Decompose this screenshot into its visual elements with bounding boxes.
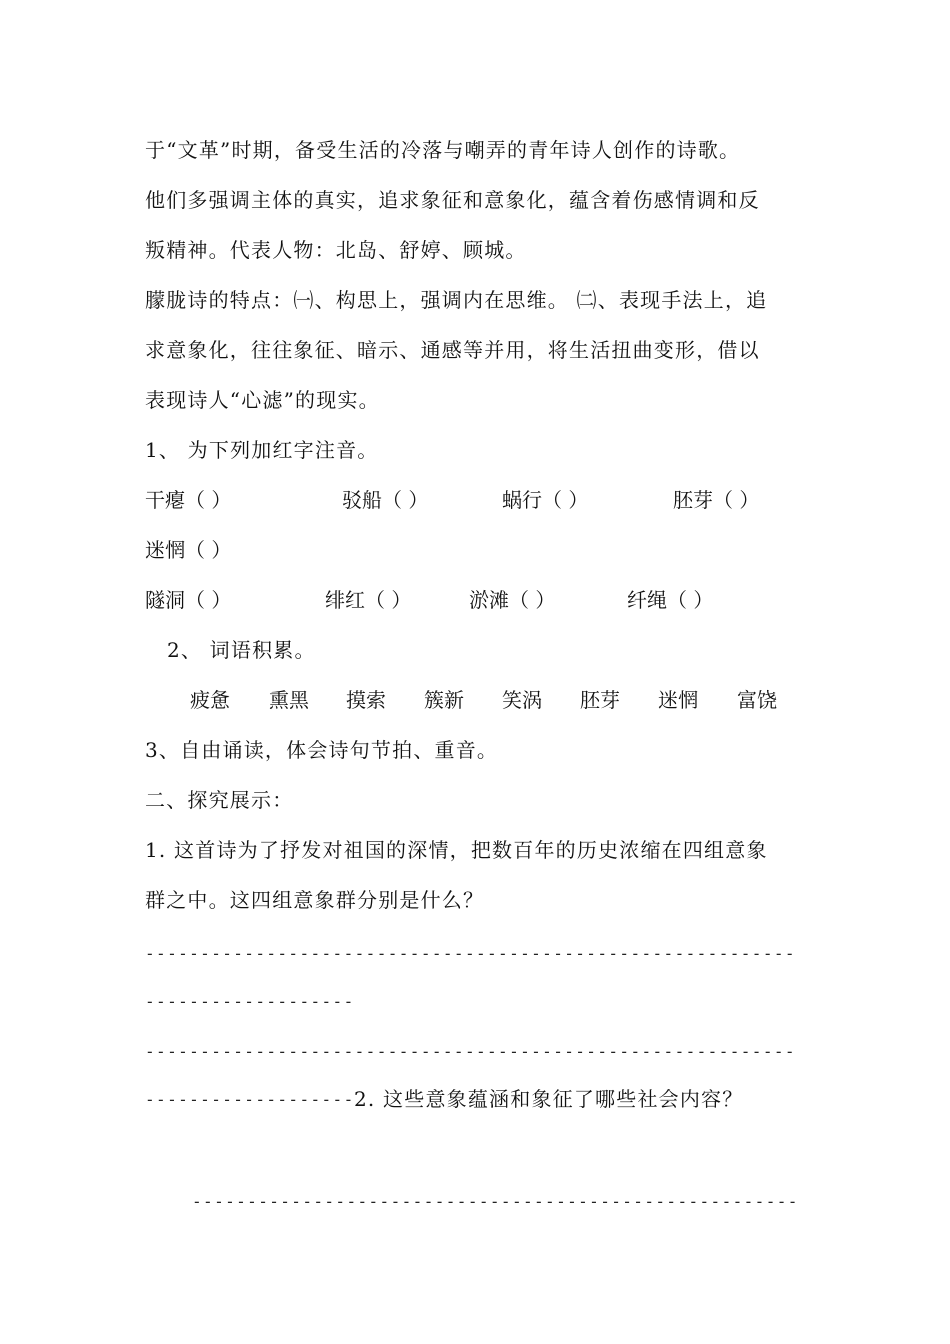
question-text: 群之中。这四组意象群分别是什么？ xyxy=(145,888,485,912)
paragraph-line: 于“文革”时期，备受生活的冷落与嘲弄的青年诗人创作的诗歌。 xyxy=(145,138,741,162)
word-item: 疲惫 xyxy=(190,688,230,712)
pinyin-row xyxy=(145,486,815,514)
answer-line[interactable]: ----------------------------------------------------------- xyxy=(145,944,796,963)
pinyin-item: 隧洞（ ） xyxy=(145,588,232,612)
pinyin-item: 蜗行（ ） xyxy=(502,488,589,512)
pinyin-item: 迷惘（ ） xyxy=(145,538,232,562)
paragraph-line: 叛精神。代表人物：北岛、舒婷、顾城。 xyxy=(145,238,527,262)
paragraph-line: 朦胧诗的特点：㈠、构思上，强调内在思维。 ㈡、表现手法上，追 xyxy=(145,288,768,312)
answer-line[interactable]: ------------------- xyxy=(145,1090,355,1109)
pinyin-row xyxy=(145,536,815,564)
word-item: 笑涡 xyxy=(502,688,542,712)
pinyin-item: 淤滩（ ） xyxy=(469,588,556,612)
word-item: 簇新 xyxy=(424,688,464,712)
answer-line[interactable]: ----------------------------------------------------------- xyxy=(145,1042,796,1061)
pinyin-item: 干瘪（ ） xyxy=(145,488,232,512)
question-heading: 1、 为下列加红字注音。 xyxy=(145,438,379,462)
word-item: 胚芽 xyxy=(580,688,620,712)
question-text: 2. 这些意象蕴涵和象征了哪些社会内容？ xyxy=(354,1087,744,1111)
word-item: 摸索 xyxy=(346,688,386,712)
question-text: 1. 这首诗为了抒发对祖国的深情，把数百年的历史浓缩在四组意象 xyxy=(145,838,768,862)
section-heading: 二、探究展示： xyxy=(145,788,294,812)
pinyin-item: 绯红（ ） xyxy=(325,588,412,612)
pinyin-item: 驳船（ ） xyxy=(342,488,429,512)
word-list xyxy=(190,686,810,714)
question-heading: 3、自由诵读，体会诗句节拍、重音。 xyxy=(145,738,499,762)
answer-line[interactable]: ------------------------------------------------------- xyxy=(192,1192,799,1211)
word-item: 熏黑 xyxy=(269,688,309,712)
word-item: 迷惘 xyxy=(658,688,698,712)
paragraph-line: 他们多强调主体的真实，追求象征和意象化，蕴含着伤感情调和反 xyxy=(145,188,760,212)
paragraph-line: 表现诗人“心滤”的现实。 xyxy=(145,388,380,412)
pinyin-row xyxy=(145,586,815,614)
pinyin-item: 纤绳（ ） xyxy=(627,588,714,612)
pinyin-item: 胚芽（ ） xyxy=(673,488,760,512)
answer-line[interactable]: ------------------- xyxy=(145,992,355,1011)
question-heading: 2、 词语积累。 xyxy=(167,638,316,662)
word-item: 富饶 xyxy=(737,688,777,712)
paragraph-line: 求意象化，往往象征、暗示、通感等并用，将生活扭曲变形，借以 xyxy=(145,338,760,362)
